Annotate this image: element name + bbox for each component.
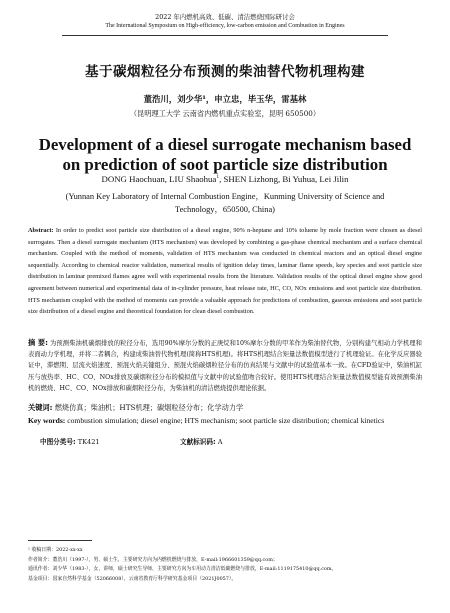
keywords-cn-text: 燃烧仿真；柴油机；HTS机理；碳烟粒径分布；化学动力学 [54,403,244,412]
footnote-rule [28,540,92,541]
running-header-cn: 2022 年内燃机高效、低碳、清洁燃烧国际研讨会 [155,13,295,21]
footnote-funding: 基金项目：国家自然科学基金（52066008），云南省教育厅科学研究基金项目（2021J0057）。 [28,575,237,582]
keywords-en-text: combustion simulation; diesel engine; HTS mechanism; soot particle size distribution; chemical kinetics [67,416,385,425]
document-code [180,436,222,446]
keywords-cn [28,403,422,413]
keywords-cn-label: 关键词: [28,403,53,412]
title-cn: 基于碳烟粒径分布预测的柴油替代物机理构建 [85,64,365,80]
authors-en-suffix: , SHEN Lizhong, Bi Yuhua, Lei Jilin [219,174,349,184]
clc-value: TK421 [77,438,100,446]
abstract-cn [28,337,422,394]
title-en: Development of a diesel surrogate mechanism based on prediction of soot particle size distribution [38,135,412,174]
classification-row [40,436,420,446]
authors-en [0,174,450,184]
abstract-cn-text: 为预测柴油机碳烟排放的粒径分布，选用90%摩尔分数的正庚烷和10%摩尔分数的甲苯作为柴油替代物，分别构建气相动力学机理和表面动力学机理，并将二者耦合，构建成柴油替代物机理(简称HTS机理)。将HTS机理结合矩量法数值模型进行了机理验证。在化学反应器验证中，滞燃期、层流火焰速度、预混火焰关键组分、预混火焰碳烟粒径分布的仿真结果与文献中的试验值基本一致。在CFD验证中，柴油机缸压与放热率、HC、CO、NOx排放及碳烟粒径分布的模拟值与文献中的试验值吻合较好。使用HTS机理结合矩量法数值模型能有效预测柴油机的燃烧、HC、CO、NOx排放和碳烟粒径分布，为柴油机的清洁燃烧提供理论依据。 [28,340,422,392]
authors-en-prefix: DONG Haochuan, LIU Shaohua [101,174,217,184]
running-header-en: The International Symposium on High-efficiency, low-carbon emission and Combustion in Engines [105,23,345,29]
footnotes [28,546,428,584]
footnote-corresponding-author: 通讯作者：刘少华（1983-），女，讲师，硕士研究生导师，主要研究方向为车用动力清洁低碳燃烧与排放，E-mail:1119175410@qq.com。 [28,566,337,573]
clc-label: 中图分类号: [40,438,76,446]
clc-code [40,438,100,446]
footnote-received: ¹ 收稿日期：2022-xx-xx [28,547,83,553]
doc-code-value: A [217,438,223,446]
authors-cn: 董浩川，刘少华¹，申立忠，毕玉华，雷基林 [143,94,307,104]
affiliation-cn: （昆明理工大学 云南省内燃机重点实验室，昆明 650500） [129,109,321,118]
author-footnote-mark: 1 [216,174,220,181]
doc-code-label: 文献标识码: [180,438,216,446]
abstract-cn-label: 摘 要: [28,338,48,347]
keywords-en-label: Key words: [28,416,66,425]
abstract-en-label: Abstract: [28,227,54,234]
abstract-en-text: In order to predict soot particle size distribution of a diesel engine, 90% n-heptane and 10% toluene by mole fraction were chosen as diesel surrogates. Then a diesel surrogate mechanism (HTS mechanism) was developed by combining a gas-phase chemical mechanism and a surface chemical mechanism. Coupled with the method of moments, validation of HTS mechanism was conducted in chemical reactors and an optical diesel engine sequentially. According to chemical reactor validation, numerical results of ignition delay times, laminar flame speeds, key species and soot particle size distribution in laminar premixed flames agree well with experimental results from the literature. Validation results of the optical diesel engine show good agreement between numerical and experimental data of in-cylinder pressure, heat release rate, HC, CO, NOx emissions and soot particle size distribution. HTS mechanism coupled with the method of moments can provide a valuable approach for predictions of combustion, gaseous emissions and soot particle size distribution of a diesel engine and theoretical foundation for clean diesel combustion. [28,227,423,316]
header-rule [62,35,388,36]
footnote-author-bio: 作者简介：董浩川（1997-），男，硕士生，主要研究方向为内燃机燃烧与排放，E-mail:1966601359@qq.com； [28,556,278,563]
keywords-en [28,416,422,426]
abstract-en [28,225,422,318]
affiliation-en: (Yunnan Key Laboratory of Internal Combustion Engine，Kunming University of Science and Technology，650500, China) [65,192,385,214]
